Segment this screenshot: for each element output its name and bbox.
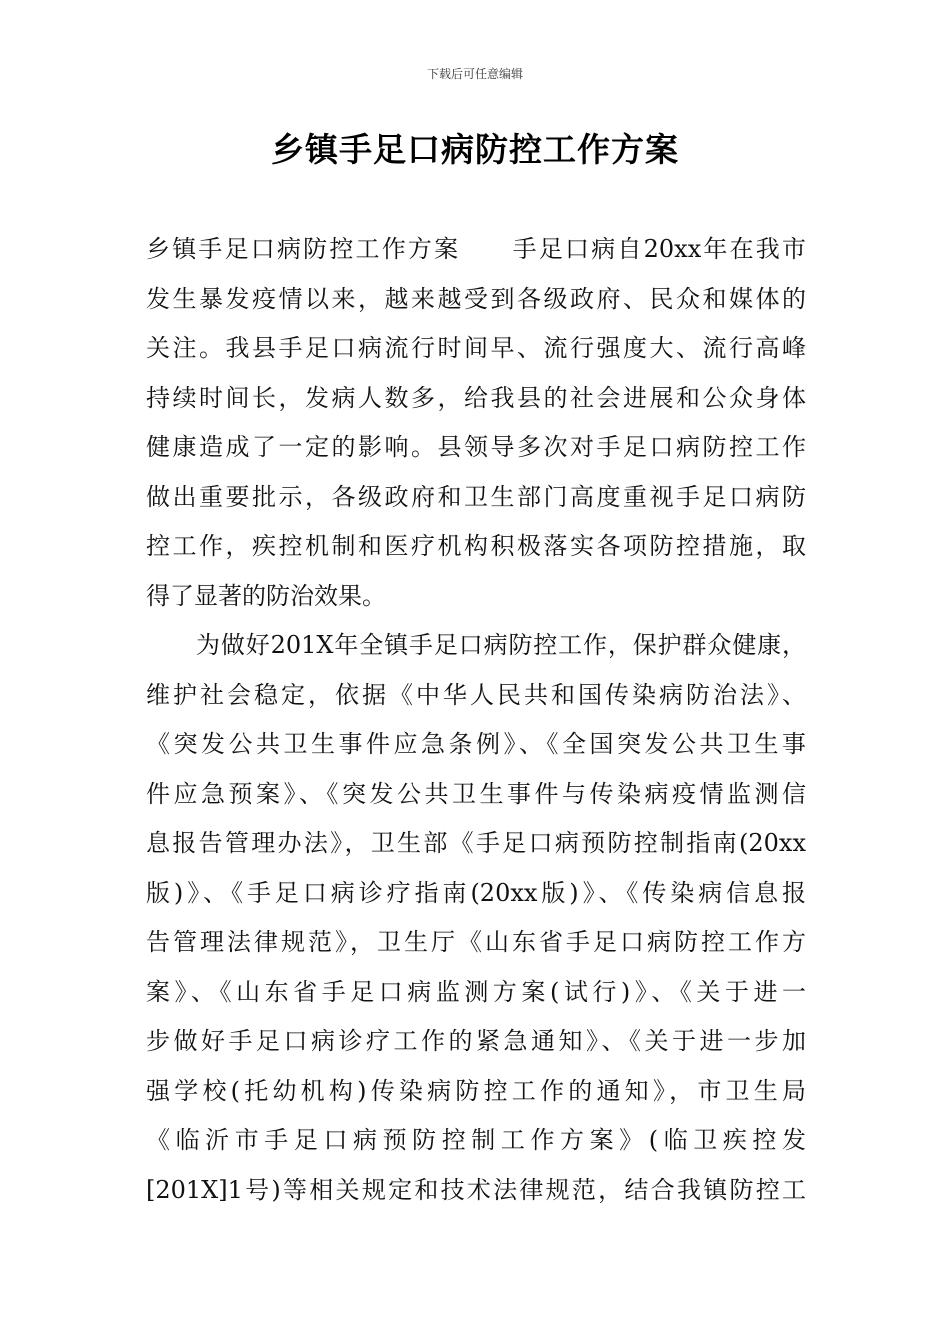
- body-line: 件应急预案》、《突发公共卫生事件与传染病疫情监测信: [146, 779, 806, 808]
- body-line: 控工作，疾控机制和医疗机构积极落实各项防控措施，取: [146, 532, 806, 560]
- body-line: 版)》、《手足口病诊疗指南(20xx版)》、《传染病信息报: [146, 878, 806, 907]
- body-line: 息报告管理办法》，卫生部《手足口病预防控制指南(20xx: [146, 829, 806, 857]
- body-line-paragraph-start: 为做好201X年全镇手足口病防控工作，保护群众健康，: [196, 631, 806, 659]
- document-body: [146, 225, 806, 1215]
- body-line: 关注。我县手足口病流行时间早、流行强度大、流行高峰: [146, 334, 806, 362]
- body-line: [201X]1号)等相关规定和技术法律规范，结合我镇防控工: [146, 1175, 806, 1204]
- body-line: 做出重要批示，各级政府和卫生部门高度重视手足口病防: [146, 482, 806, 511]
- body-line: 持续时间长，发病人数多，给我县的社会进展和公众身体: [146, 383, 806, 412]
- body-line: 案》、《山东省手足口病监测方案(试行)》、《关于进一: [146, 977, 806, 1006]
- header-note: 下载后可任意编辑: [426, 67, 523, 81]
- body-line: 《临沂市手足口病预防控制工作方案》(临卫疾控发: [146, 1126, 806, 1154]
- body-line: 得了显著的防治效果。: [146, 581, 386, 610]
- body-line: 发生暴发疫情以来，越来越受到各级政府、民众和媒体的: [146, 284, 806, 313]
- body-line: 健康造成了一定的影响。县领导多次对手足口病防控工作: [146, 433, 806, 461]
- body-line: 步做好手足口病诊疗工作的紧急通知》、《关于进一步加: [146, 1027, 806, 1055]
- body-line: 强学校(托幼机构)传染病防控工作的通知》，市卫生局: [146, 1076, 806, 1105]
- document-title: 乡镇手足口病防控工作方案: [271, 130, 679, 169]
- body-line: 维护社会稳定，依据《中华人民共和国传染病防治法》、: [146, 680, 806, 709]
- body-line: 乡镇手足口病防控工作方案 手足口病自20xx年在我市: [146, 235, 806, 263]
- body-line: 《突发公共卫生事件应急条例》、《全国突发公共卫生事: [146, 730, 806, 758]
- body-line: 告管理法律规范》，卫生厅《山东省手足口病防控工作方: [146, 928, 806, 956]
